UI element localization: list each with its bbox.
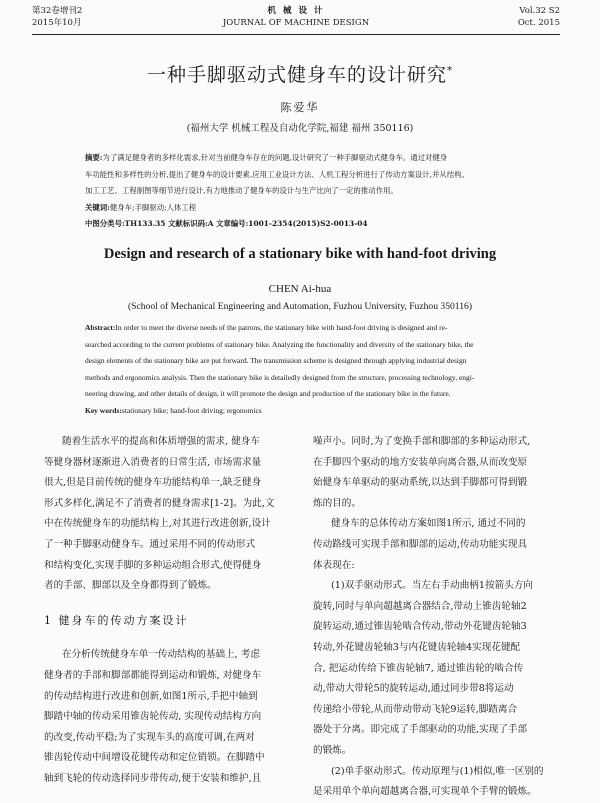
body-line: 的传动结构进行改进和创新,如图1所示,手把中轴到 <box>44 690 258 702</box>
body-line: 传递给小带轮,从而带动带动飞轮9运转,脚踏离合 <box>313 703 518 715</box>
author-en: CHEN Ai-hua <box>268 283 332 295</box>
body-line: (1)双手驱动形式。当左右手动曲柄1按箭头方向 <box>331 580 533 592</box>
body-line: 的改变,传动平稳;为了实现车头的高度可调,在两对 <box>44 731 255 743</box>
body-line: 脚踏中轴的传动采用锥齿轮传动, 实现传动结构方向 <box>44 711 262 723</box>
author-cn: 陈爱华 <box>280 101 320 114</box>
keywords-en: stationary bike; hand-foot driving; ergonomics <box>121 405 262 415</box>
abstract-en-line: methods and ergonomics analysis. Then the stationary bike is detailedly designed from the structure, processing technology, engi- <box>85 372 475 382</box>
title-text: 一种手脚驱动式健身车的设计研究 <box>146 64 447 86</box>
abstract-en-label: Abstract: <box>85 323 116 332</box>
header-date: 2015年10月 <box>32 18 82 28</box>
body-line: 炼的目的。 <box>313 497 361 509</box>
abstract-cn-line: 车功能性和多样性的分析,提出了健身车的设计要素,应用工业设计方法、人机工程分析进行了传动方案设计,并从结构、 <box>85 169 469 179</box>
body-line: 的锻炼。 <box>313 744 352 756</box>
keywords-cn: 健身车;手脚驱动;人体工程 <box>109 202 197 212</box>
abstract-en <box>85 320 545 420</box>
body-line: (2)单手驱动形式。传动原理与(1)相似,唯一区别的 <box>331 765 544 777</box>
body-line: 始健身车单驱动的驱动系统,以达到手脚都可得到锻 <box>313 477 528 489</box>
body-line: 体表现在: <box>313 559 355 571</box>
body-line: 噪声小。同时,为了变换手部和脚部的多种运动形式, <box>313 436 531 447</box>
header-volume: 第32卷增刊2 <box>32 6 83 16</box>
paper-title-cn <box>0 60 600 87</box>
header-journal-en: JOURNAL OF MACHINE DESIGN <box>222 18 370 28</box>
abstract-en-line: searched according to the current problems of stationary bike. Analyzing the functionality and diversity of the stationary bike, the <box>85 339 474 349</box>
body-line: 和结构变化,实现手脚的多种运动组合形式,使得健身 <box>44 559 262 571</box>
body-line: 器处于分离。即完成了手部驱动的功能,实现了手部 <box>313 724 528 736</box>
body-line: 者的手部、脚部以及全身都得到了锻炼。 <box>44 580 217 592</box>
body-line: 形式多样化,满足不了消费者的健身需求[1-2]。为此,文 <box>44 497 275 509</box>
body-line: 中在传统健身车的功能结构上,对其进行改进创新,设计 <box>44 518 271 530</box>
title-footnote-mark: * <box>447 65 453 77</box>
abstract-cn <box>85 150 545 233</box>
running-header <box>32 6 560 35</box>
body-left-column <box>44 432 296 790</box>
body-line: 动,带动大带轮5的旋转运动,通过同步带8将运动 <box>313 683 514 695</box>
body-line: 是采用单个单向超越离合器,可实现单个手臂的锻炼。 <box>313 786 537 798</box>
body-line: 等健身器材逐渐进入消费者的日常生活, 市场需求量 <box>44 456 262 468</box>
section-heading: 1 健身车的传动方案设计 <box>44 613 189 627</box>
classification-line: 中图分类号:TH133.35 文献标识码:A 文章编号:1001-2354(2015)S2-0013-04 <box>85 219 368 228</box>
body-line: 了一种手脚驱动健身车。通过采用不同的传动形式 <box>44 538 256 550</box>
body-line: 合, 把运动传给下锥齿轮轴7, 通过锥齿轮的啮合传 <box>313 662 524 674</box>
keywords-cn-label: 关键词: <box>85 202 110 212</box>
abstract-en-line: design elements of the stationary bike are put forward. The transmission scheme is designed through applying industrial design <box>85 356 467 366</box>
body-line: 转动,外花键齿轮轴3与内花键齿轮轴4实现花键配 <box>313 641 521 653</box>
body-right-column <box>313 432 565 803</box>
body-line: 在分析传统健身车单一传动结构的基础上, 考虑 <box>62 649 260 661</box>
header-journal-cn: 机 械 设 计 <box>267 6 325 16</box>
abstract-cn-label: 摘要: <box>85 153 103 162</box>
affiliation-en: (School of Mechanical Engineering and Automation, Fuzhou University, Fuzhou 350116) <box>127 301 473 312</box>
abstract-cn-line: 为了满足健身者的多样化需求,针对当前健身车存在的问题,设计研究了一种手脚驱动式健身车。通过对健身 <box>102 153 448 162</box>
body-line: 健身者的手部和脚部都能得到运动和锻炼, 对健身车 <box>44 669 262 681</box>
keywords-en-label: Key words: <box>85 405 122 415</box>
abstract-cn-line: 加工工艺、工程制图等细节进行设计,有力地推动了健身车的设计与生产比向了一定的推动作用。 <box>85 186 398 195</box>
abstract-en-line: neering drawing, and other details of design, it will promote the design and production of the stationary bike in the future. <box>85 389 451 399</box>
body-line: 旋转,同时与单向超越离合器结合,带动上锥齿轮轴2 <box>313 600 527 612</box>
body-line: 很大,但是目前传统的健身车功能结构单一,缺乏健身 <box>44 477 262 489</box>
body-line: 旋转运动,通过锥齿轮啮合传动,带动外花键齿轮轴3 <box>313 621 527 633</box>
header-date-en: Oct. 2015 <box>517 18 560 28</box>
affiliation-cn: (福州大学 机械工程及自动化学院,福建 福州 350116) <box>186 123 414 134</box>
paper-title-en: Design and research of a stationary bike with hand-foot driving <box>103 246 497 262</box>
body-line: 轴到飞轮的传动选择同步带传动,便于安装和维护,且 <box>44 772 262 784</box>
body-line: 随着生活水平的提高和体质增强的需求, 健身车 <box>62 436 260 447</box>
body-line: 健身车的总体传动方案如图1所示, 通过不同的 <box>331 518 526 530</box>
abstract-en-line: In order to meet the diverse needs of the patrons, the stationary bike with hand-foot driving is designed and re- <box>115 323 448 332</box>
body-line: 在手脚四个驱动的地方安装单向离合器,从而改变原 <box>313 456 528 468</box>
body-line: 传动路线可实现手部和脚部的运动,传动功能实现具 <box>313 538 528 550</box>
header-volume-en: Vol.32 S2 <box>519 6 560 16</box>
body-line: 锥齿轮传动中间增设花键传动和定位销锁。在脚踏中 <box>44 752 265 764</box>
